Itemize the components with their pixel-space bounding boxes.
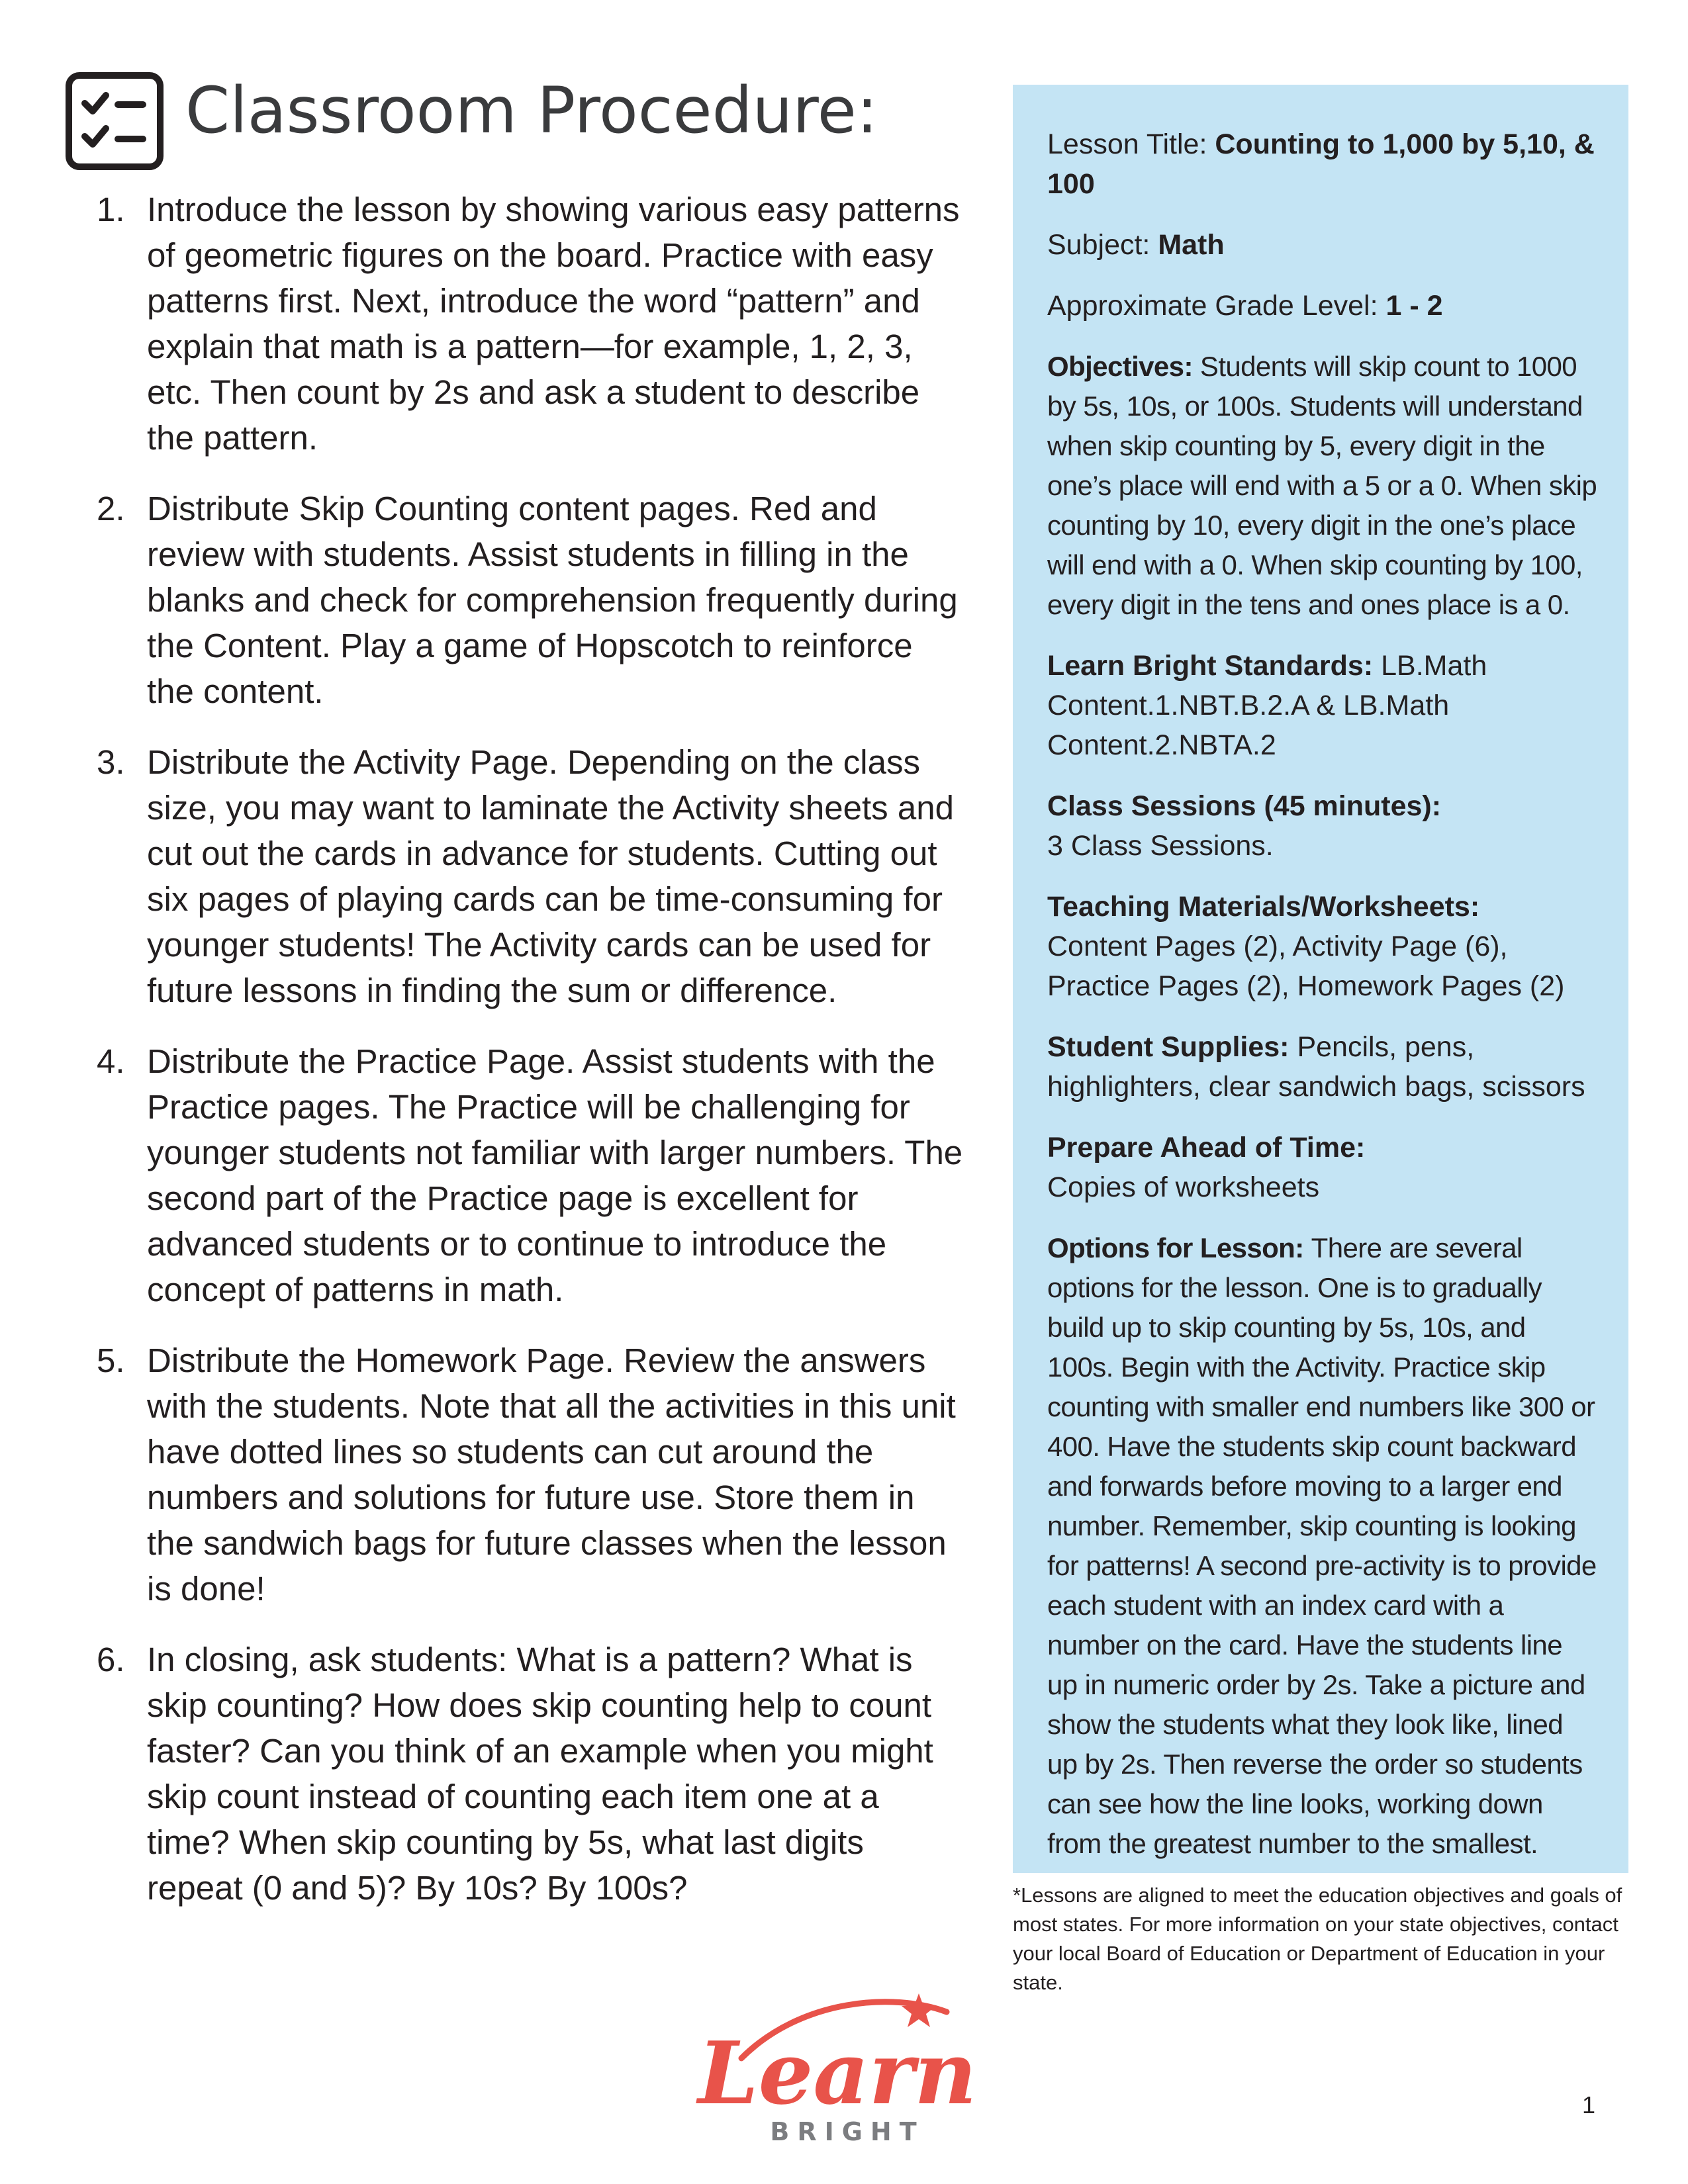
step-text: Introduce the lesson by showing various easy patterns of geometric figures on the board. Practice with easy patterns first. Next, introduce the word “pattern” and explain that math is a pattern—for example, 1, 2, 3, etc. Then count by 2s and ask a student to describe the pattern. xyxy=(147,191,960,457)
field-label: Class Sessions (45 minutes): xyxy=(1047,790,1442,822)
field-label: Options for Lesson: xyxy=(1047,1232,1311,1263)
logo-word: Learn xyxy=(698,2023,977,2124)
class-sessions-field xyxy=(1047,786,1598,866)
standards-footnote: *Lessons are aligned to meet the education objectives and goals of most states. For more information on your state objectives, contact your local Board of Education or Department of Education in your state. xyxy=(1013,1884,1622,1994)
step-text: Distribute the Activity Page. Depending on the class size, you may want to laminate the Activity sheets and cut out the cards in advance for students. Cutting out six pages of playing cards can be time-consuming for younger students! The Activity cards can be used for future lessons in finding the sum or difference. xyxy=(147,743,954,1009)
procedure-step xyxy=(83,739,964,1013)
options-field xyxy=(1047,1228,1598,1864)
teaching-materials-field xyxy=(1047,887,1598,1006)
procedure-step xyxy=(83,1038,964,1312)
field-label: Student Supplies: xyxy=(1047,1031,1297,1063)
standards-field xyxy=(1047,646,1598,765)
field-label: Learn Bright Standards: xyxy=(1047,650,1382,682)
learn-bright-logo xyxy=(695,1985,980,2144)
field-label: Prepare Ahead of Time: xyxy=(1047,1132,1366,1163)
step-number: 4. xyxy=(97,1042,125,1080)
subject-field xyxy=(1047,225,1598,265)
step-number: 6. xyxy=(97,1641,125,1678)
prepare-ahead-field xyxy=(1047,1128,1598,1207)
prepare-ahead-value: Copies of worksheets xyxy=(1047,1171,1320,1203)
procedure-step xyxy=(83,486,964,714)
logo-tagline: BRIGHT xyxy=(770,2117,925,2144)
field-label: Subject: xyxy=(1047,229,1158,261)
standards-value: LB.Math Content.1.NBT.B.2.A & LB.Math Content.2.NBTA.2 xyxy=(1047,650,1487,761)
objectives-value: Students will skip count to 1000 by 5s, 10s, or 100s. Students will understand when skip counting by 5, every digit in the one’s place will end with a 5 or a 0. When skip counting by 10, every digit in the one’s place will end with a 0. When skip counting by 100, every digit in the tens and ones place is a 0. xyxy=(1047,351,1597,620)
page-title: Classroom Procedure: xyxy=(185,73,878,148)
procedure-list xyxy=(83,187,964,1936)
checklist-icon xyxy=(65,71,164,171)
step-number: 3. xyxy=(97,743,125,781)
step-number: 1. xyxy=(97,191,125,228)
options-value: There are several options for the lesson. One is to gradually build up to skip counting by 5s, 10s, and 100s. Begin with the Activity. Practice skip counting with smaller end numbers like 300 or 400. Have the students skip count backward and forwards before moving to a larger end number. Remember, skip counting is looking for patterns! A second pre-activity is to provide each student with an index card with a number on the card. Have the students line up in numeric order by 2s. Take a picture and show the students what they look like, lined up by 2s. Then reverse the order so students can see how the line looks, working down from the greatest number to the smallest. xyxy=(1047,1232,1597,1859)
procedure-step xyxy=(83,1637,964,1911)
procedure-step xyxy=(83,1338,964,1612)
objectives-field xyxy=(1047,347,1598,625)
field-label: Teaching Materials/Worksheets: xyxy=(1047,891,1480,923)
page-number: 1 xyxy=(1582,2091,1596,2118)
teaching-materials-value: Content Pages (2), Activity Page (6), Practice Pages (2), Homework Pages (2) xyxy=(1047,931,1565,1002)
lesson-title-value: Counting to 1,000 by 5,10, & 100 xyxy=(1047,128,1595,200)
step-text: Distribute the Homework Page. Review the answers with the students. Note that all the activities in this unit have dotted lines so students can cut around the numbers and solutions for future use. Store them in the sandwich bags for future classes when the lesson is done! xyxy=(147,1342,956,1608)
grade-level-field xyxy=(1047,286,1598,326)
grade-level-value: 1 - 2 xyxy=(1385,290,1443,322)
lesson-title-field xyxy=(1047,124,1598,204)
field-label: Lesson Title: xyxy=(1047,128,1215,160)
field-label: Objectives: xyxy=(1047,351,1200,382)
student-supplies-field xyxy=(1047,1027,1598,1107)
step-text: In closing, ask students: What is a pattern? What is skip counting? How does skip counting help to count faster? Can you think of an example when you might skip count instead of counting each item one at a time? When skip counting by 5s, what last digits repeat (0 and 5)? By 10s? By 100s? xyxy=(147,1641,933,1907)
procedure-step xyxy=(83,187,964,461)
class-sessions-value: 3 Class Sessions. xyxy=(1047,830,1274,862)
step-text: Distribute Skip Counting content pages. Red and review with students. Assist students in filling in the blanks and check for comprehension frequently during the Content. Play a game of Hopscotch to reinforce the content. xyxy=(147,490,958,710)
step-number: 5. xyxy=(97,1342,125,1379)
student-supplies-value: Pencils, pens, highlighters, clear sandwich bags, scissors xyxy=(1047,1031,1585,1103)
lesson-info-panel xyxy=(1013,85,1628,1873)
subject-value: Math xyxy=(1158,229,1225,261)
step-text: Distribute the Practice Page. Assist students with the Practice pages. The Practice will be challenging for younger students not familiar with larger numbers. The second part of the Practice page is excellent for advanced students or to continue to introduce the concept of patterns in math. xyxy=(147,1042,963,1308)
step-number: 2. xyxy=(97,490,125,527)
field-label: Approximate Grade Level: xyxy=(1047,290,1386,322)
